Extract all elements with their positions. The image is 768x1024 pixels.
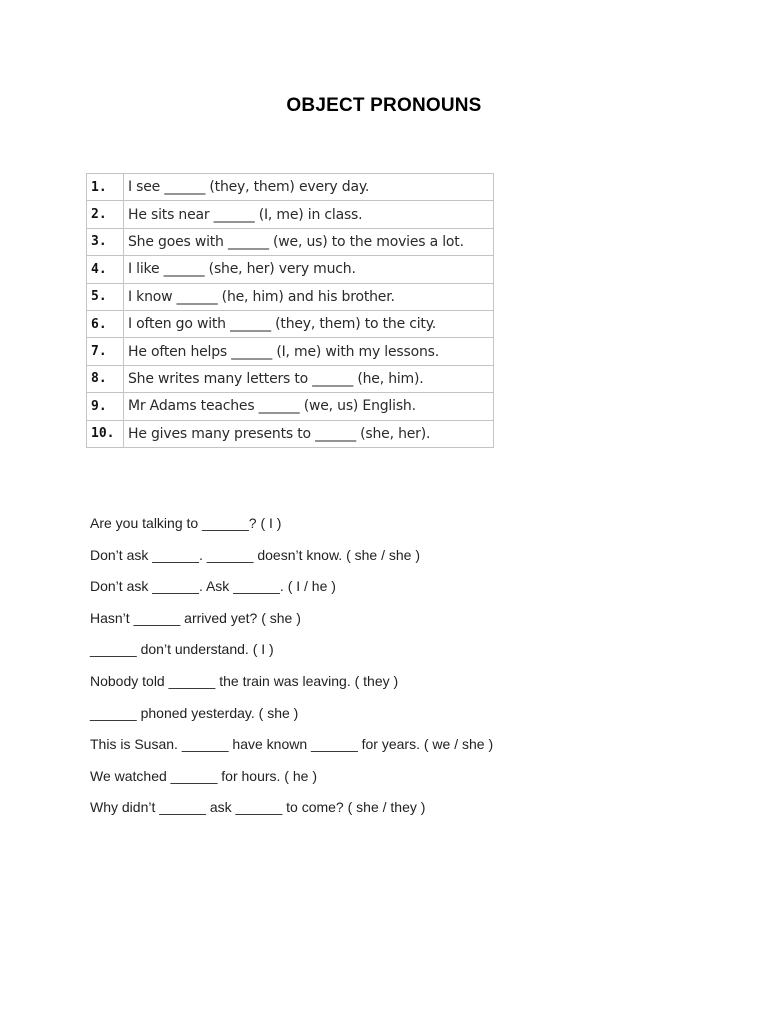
item-number: 6.: [87, 310, 124, 337]
item-sentence: He often helps ______ (I, me) with my lessons.: [124, 338, 494, 365]
exercise-sentence: Hasn’t ______ arrived yet? ( she ): [90, 609, 301, 626]
item-number: 7.: [87, 338, 124, 365]
table-row: [87, 256, 494, 283]
item-number: 5.: [87, 283, 124, 310]
table-row: [87, 420, 494, 447]
table-row: [87, 338, 494, 365]
exercise-sentence: ______ don’t understand. ( I ): [90, 641, 274, 658]
item-sentence: I know ______ (he, him) and his brother.: [124, 283, 494, 310]
item-sentence: I often go with ______ (they, them) to the city.: [124, 310, 494, 337]
exercise-sentence: We watched ______ for hours. ( he ): [90, 767, 317, 784]
exercise-sentence: Are you talking to ______? ( I ): [90, 515, 282, 531]
item-sentence: She writes many letters to ______ (he, him).: [124, 365, 494, 392]
item-number: 1.: [87, 174, 124, 201]
exercise-sentence: Why didn’t ______ ask ______ to come? ( she / they ): [90, 799, 426, 816]
item-sentence: He sits near ______ (I, me) in class.: [124, 201, 494, 228]
table-row: [87, 310, 494, 337]
item-number: 2.: [87, 201, 124, 228]
item-sentence: I see ______ (they, them) every day.: [124, 174, 494, 201]
item-number: 3.: [87, 228, 124, 255]
page-title: OBJECT PRONOUNS: [286, 95, 482, 116]
exercise-sentence: ______ phoned yesterday. ( she ): [90, 704, 299, 721]
table-row: [87, 393, 494, 420]
exercise-sentence: This is Susan. ______ have known ______ for years. ( we / she ): [90, 736, 494, 753]
item-number: 8.: [87, 365, 124, 392]
item-sentence: He gives many presents to ______ (she, her).: [124, 420, 494, 447]
exercise-sentence: Don’t ask ______. Ask ______. ( I / he ): [90, 578, 336, 595]
item-sentence: I like ______ (she, her) very much.: [124, 256, 494, 283]
exercise-list: [90, 511, 690, 827]
table-row: [87, 174, 494, 201]
item-sentence: Mr Adams teaches ______ (we, us) English.: [124, 393, 494, 420]
exercise-sentence: Don’t ask ______. ______ doesn’t know. ( she / she ): [90, 546, 420, 563]
table-row: [87, 365, 494, 392]
exercise-sentence: Nobody told ______ the train was leaving. ( they ): [90, 672, 399, 689]
table-row: [87, 201, 494, 228]
item-number: 10.: [87, 420, 124, 447]
table-row: [87, 228, 494, 255]
exercise-table: [86, 173, 494, 448]
table-row: [87, 283, 494, 310]
item-number: 4.: [87, 256, 124, 283]
item-sentence: She goes with ______ (we, us) to the movies a lot.: [124, 228, 494, 255]
item-number: 9.: [87, 393, 124, 420]
